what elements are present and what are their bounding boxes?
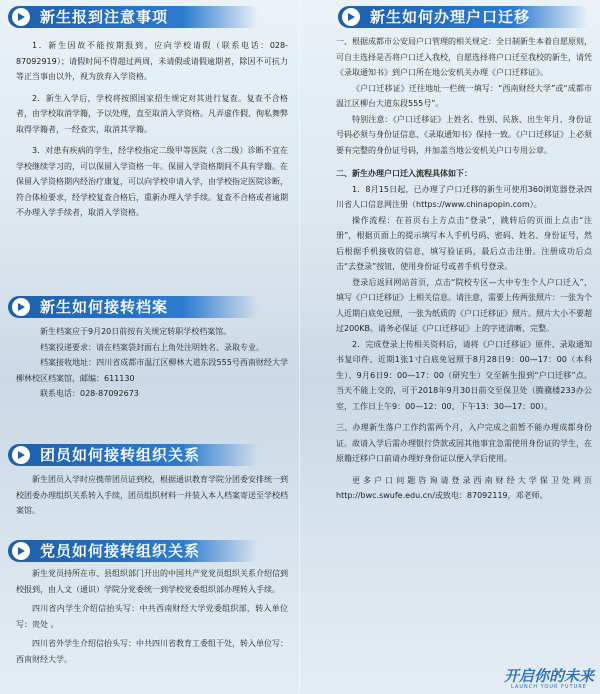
archives-info <box>16 324 288 402</box>
archives-address: 档案接收地址：四川省成都市温江区柳林大道东段555号西南财经大学柳林校区档案馆，邮编：611130 <box>16 358 288 383</box>
hukou-special-note: 特别注意：《户口迁移证》上姓名、性别、民族、出生年月、身份证号码必须与身份证信息、《录取通知书》保持一致。《户口迁移证》上必须要有完整的身份证号码，并加盖当地公安机关户口专用公章。 <box>336 114 592 155</box>
section-title: 新生如何接转档案 <box>40 298 169 316</box>
arrow-icon <box>12 446 30 464</box>
brand-logo <box>504 668 594 690</box>
section-title: 新生如何办理户口迁移 <box>370 8 531 26</box>
archives-mailing-requirement: 档案投递要求：请在档案袋封面右上角处注明姓名、录取专业。 <box>40 342 264 352</box>
section-banner-party <box>8 540 258 562</box>
hukou-upload-note: 登录后返回网站首页，点击“院校专区—大中专生个人户口迁入”，填写《户口迁移证》上相关信息。请注意，需要上传两张照片：一张为个人近期白底免冠照，一张为纸质的《户口迁移证》照片。照片大小不要超过200KB。请务必保证《户口迁移证》上的字迹清晰、完整。 <box>336 277 592 333</box>
registration-note-2: 2．新生入学后，学校将按照国家招生规定对其进行复查。复查不合格者，由学校取消学籍，予以处理，直至取消入学资格。凡弄虚作假、徇私舞弊取得学籍者，一经查实，取消其学籍。 <box>16 93 288 134</box>
hukou-step-2: 2．完成登录上传相关资料后，请将《户口迁移证》原件、录取通知书复印件、近期1张1寸白底免冠照于8月28日9：00—17：00（本科生）、9月6日9：00—17：00（研究生）交至新生报到“户口迁移”点。当天不能上交的，可于2018年9月30日前交至保卫处（腾骥楼233办公室，工作日上午9：00—12：00、下午13：30—17：00）。 <box>336 339 592 411</box>
registration-note-1: 1．新生因故不能按期报到，应向学校请假（联系电话：028-87092919）；请假时间不得超过两周，未请假或请假逾期者，除因不可抗力等正当事由以外，视为放弃入学资格。 <box>16 41 288 81</box>
party-out-province: 四川省外学生介绍信抬头写：中共四川省教育工委组干处，转入单位写：西南财经大学。 <box>16 639 288 664</box>
section-banner-hukou <box>338 6 588 28</box>
hukou-info <box>336 34 592 504</box>
section-banner-registration <box>8 6 258 28</box>
arrow-icon <box>12 298 30 316</box>
logo-text: 开启你的未来 <box>503 667 594 685</box>
league-info <box>16 472 288 519</box>
section-banner-archives <box>8 296 258 318</box>
party-in-province: 四川省内学生介绍信抬头写：中共西南财经大学党委组织部，转入单位写：贵处 。 <box>16 604 288 629</box>
hukou-timeline-note: 三、办理新生落户工作约需两个月，入户完成之前暂不能办理成都身份证。故请入学后需办理银行贷款或因其他事宜急需使用身份证的学生，在原籍迁移户口前请办理好身份证以便入学后使用。 <box>336 423 592 463</box>
registration-note-3: 3．对患有疾病的学生，经学校指定二级甲等医院（含二级）诊断不宜在学校继续学习的，可以保留入学资格一年。保留入学资格期间不具有学籍。在保留入学资格期内经治疗康复，可以向学校申请入学，由学校指定医院诊断，符合体检要求，经学校复查合格后，重新办理入学手续。复查不合格或者逾期不办理入学手续者，取消入学资格。 <box>16 146 288 217</box>
hukou-operation: 操作流程：在首页右上方点击“登录”，跳转后的页面上点击“注册”，根据页面上的提示填写本人手机号码、密码、姓名、身份证号，然后根据手机接收的信息，填写验证码，最后点击注册。注册成功后点击“去登录”按钮，使用身份证号或者手机号登录。 <box>336 215 592 271</box>
hukou-rule: 一、根据成都市公安局户口管理的相关规定：全日制新生本着自愿原则，可自主选择是否将户口迁入我校，自愿选择将户口迁至我校的新生，请凭《录取通知书》到户口所在地公安机关办理《户口迁移证》。 <box>336 37 592 77</box>
logo-subtext: LAUNCH YOUR FUTURE <box>511 684 587 690</box>
section-title: 党员如何接转组织关系 <box>40 542 201 560</box>
arrow-icon <box>12 8 30 26</box>
hukou-address-note: 《户口迁移证》迁往地址一栏统一填写：“西南财经大学”或“成都市温江区柳台大道东段555号”。 <box>336 83 592 108</box>
section-title: 团员如何接转组织关系 <box>40 446 201 464</box>
archives-deadline: 新生档案应于9月20日前按有关规定转职学校档案馆。 <box>40 327 232 336</box>
hukou-step-1: 1．8月15日起，已办理了户口迁移的新生可使用360浏览器登录四川省人口信息网注册（https://www.chinapopin.com）。 <box>336 184 592 209</box>
arrow-icon <box>342 8 360 26</box>
league-paragraph: 新生团员入学时应携带团员证到校，根据通识教育学院分团委安排统一到校团委办理组织关系转入手续，团员组织材料一并装入本人档案寄送至学校档案馆。 <box>16 475 288 515</box>
hukou-contact: 更多户口问题咨询请登录西南财经大学保卫处网页http://bwc.swufe.edu.cn/或致电：87092119，邓老师。 <box>336 475 592 500</box>
party-paragraph: 新生党员持所在市、县组织部门开出的中国共产党党员组织关系介绍信到校报到，由人文（通识）学院分党委统一到学校党委组织部办理转入手续。 <box>16 569 288 594</box>
registration-notes <box>16 38 288 221</box>
section-banner-league <box>8 444 258 466</box>
party-info <box>16 566 288 667</box>
arrow-icon <box>12 542 30 560</box>
hukou-process-heading: 二、新生办理户口迁入流程具体如下： <box>336 169 472 178</box>
archives-phone: 联系电话：028-87092673 <box>40 389 139 398</box>
section-title: 新生报到注意事项 <box>40 8 169 26</box>
column-divider <box>299 0 300 694</box>
